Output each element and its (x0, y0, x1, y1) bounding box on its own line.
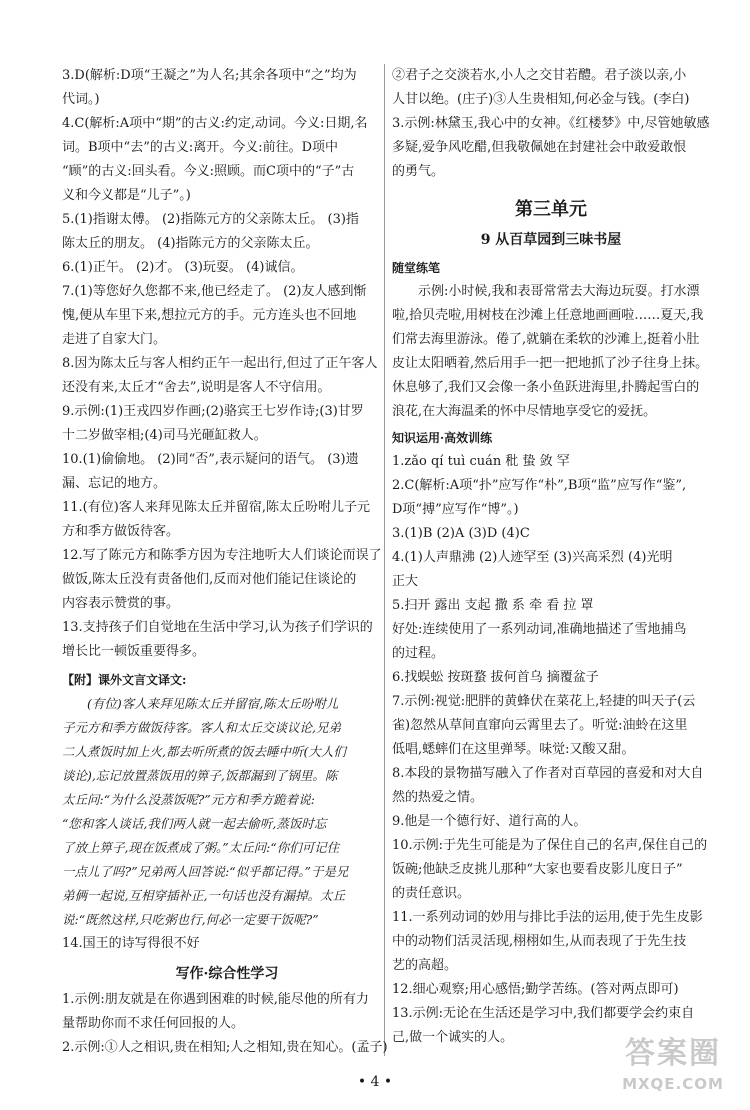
practice-line: 示例:小时候,我和表哥常常去大海边玩耍。打水漂 (418, 284, 700, 299)
answer-line: 11.(有位)客人来拜见陈太丘并留宿,陈太丘吩咐儿子元 (62, 500, 370, 515)
translation-block (62, 692, 392, 932)
translation-line: 了放上箅子,现在饭煮成了粥。”太丘问:“你们可记住 (62, 840, 340, 855)
practice-line: 休息够了,我们又会像一条小鱼跃进海里,扑腾起雪白的 (392, 380, 700, 395)
translation-line: 子元方和季方做饭待客。客人和太丘交谈议论,兄弟 (62, 720, 341, 735)
knowledge-line: 5.扫开 露出 支起 撒 系 牵 看 拉 罩 (392, 598, 594, 613)
answer-line: 愧,便从车里下来,想拉元方的手。元方连头也不回地 (62, 308, 357, 323)
knowledge-answer-list (392, 450, 710, 1050)
knowledge-line: 8.本段的景物描写融入了作者对百草园的喜爱和对大自 (392, 766, 704, 781)
right-top-answers (392, 64, 710, 184)
answer-line: 3.示例:林黛玉,我心中的女神。《红楼梦》中,尽管她敏感 (392, 116, 710, 131)
translation-line: “您和客人谈话,我们两人就一起去偷听,蒸饭时忘 (62, 816, 327, 831)
knowledge-line: 3.(1)B (2)A (3)D (4)C (392, 526, 530, 541)
answer-line: 词。B项中“去”的古义:离开。今义:前往。D项中 (62, 140, 339, 155)
knowledge-line: 饭碗;他缺乏皮挑儿那种“大家也要看皮影儿度日子” (392, 862, 683, 877)
translation-line: (有位)客人来拜见陈太丘并留宿,陈太丘吩咐儿 (87, 696, 339, 711)
answer-line: 义和今义都是“儿子”。) (62, 188, 191, 203)
knowledge-line: 雀)忽然从草间直窜向云霄里去了。听觉:油蛉在这里 (392, 718, 688, 733)
answer-line: 方和季方做饭待客。 (62, 524, 180, 539)
knowledge-line: 然的热爱之情。 (392, 790, 484, 805)
answer-line: 4.C(解析:A项中“期”的古义:约定,动词。今义:日期,名 (62, 116, 368, 131)
writing-line: 量帮助你而不求任何回报的人。 (62, 1016, 245, 1031)
left-answer-list (62, 64, 392, 664)
answer-line: 12.写了陈元方和陈季方因为专注地听大人们谈论而误了 (62, 548, 382, 563)
watermark-logo (614, 1034, 732, 1104)
knowledge-line: 正大 (392, 574, 419, 589)
knowledge-line: 10.示例:于先生可能是为了保住自己的名声,保住自己的 (392, 838, 708, 853)
translation-line: 弟俩一起说,互相穿插补正,一句话也没有漏掉。太丘 (62, 888, 345, 903)
knowledge-line: 己,做一个诚实的人。 (392, 1030, 514, 1045)
answer-line: 13.支持孩子们自觉地在生活中学习,认为孩子们学识的 (62, 620, 373, 635)
knowledge-line: 4.(1)人声鼎沸 (2)人迹罕至 (3)兴高采烈 (4)光明 (392, 550, 673, 565)
writing-line: 1.示例:朋友就是在你遇到困难的时候,能尽他的所有力 (62, 992, 369, 1007)
writing-answer-list (62, 988, 392, 1060)
answer-line: 9.示例:(1)王戎四岁作画;(2)骆宾王七岁作诗;(3)甘罗 (62, 404, 364, 419)
translation-line: 一点儿了吗?”兄弟两人回答说:“似乎都记得。”于是兄 (62, 864, 349, 879)
answer-line: 7.(1)等您好久您都不来,他已经走了。 (2)友人感到惭 (62, 284, 367, 299)
watermark-text-bottom: MXQE.COM (622, 1075, 724, 1093)
answer-line: 5.(1)指谢太傅。 (2)指陈元方的父亲陈太丘。 (3)指 (62, 212, 359, 227)
knowledge-line: 13.示例:无论在生活还是学习中,我们都要学会约束自 (392, 1006, 695, 1021)
translation-line: 说:“既然这样,只吃粥也行,何必一定要干饭呢?” (62, 912, 319, 927)
practice-line: 浪花,在大海温柔的怀中尽情地享受它的爱抚。 (392, 404, 657, 419)
practice-line: 皮让太阳晒着,然后用手一把一把地抓了沙子往身上抹。 (392, 356, 709, 371)
answer-line: 代词。) (62, 92, 100, 107)
knowledge-line: 的责任意识。 (392, 886, 471, 901)
answer-line: 增长比一顿饭重要得多。 (62, 644, 206, 659)
appendix-label: 【附】课外文言文译文: (62, 673, 187, 687)
lesson-title: 9 从百草园到三味书屋 (480, 232, 622, 248)
answer-line: 8.因为陈太丘与客人相约正午一起出行,但过了正午客人 (62, 356, 378, 371)
unit-title: 第三单元 (515, 199, 587, 220)
writing-section-title: 写作·综合性学习 (175, 966, 279, 982)
practice-line: 啦,拾贝壳啦,用树枝在沙滩上任意地画画啦……夏天,我 (392, 308, 704, 323)
practice-label: 随堂练笔 (392, 261, 441, 275)
left-column (62, 64, 392, 1060)
knowledge-line: 12.细心观察;用心感悟;勤学苦练。(答对两点即可) (392, 982, 679, 997)
answer-line: 走进了自家大门。 (62, 332, 167, 347)
knowledge-line: 好处:连续使用了一系列动词,准确地描述了雪地捕鸟 (392, 622, 687, 637)
item-14: 14.国王的诗写得很不好 (62, 936, 200, 951)
knowledge-line: 9.他是一个德行好、道行高的人。 (392, 814, 587, 829)
translation-line: 太丘问:“为什么没蒸饭呢?”元方和季方跪着说: (62, 792, 315, 807)
answer-line: 十二岁做宰相;(4)司马光砸缸救人。 (62, 428, 267, 443)
answer-line: 10.(1)偷偷地。 (2)同“否”,表示疑问的语气。 (3)遗 (62, 452, 359, 467)
knowledge-line: 低唱,蟋蟀们在这里弹琴。味觉:又酸又甜。 (392, 742, 635, 757)
answer-line: 多疑,爱争风吃醋,但我敬佩她在封建社会中敢爱敢恨 (392, 140, 687, 155)
knowledge-line: 6.找蜈蚣 按斑蝥 拔何首乌 摘覆盆子 (392, 670, 599, 685)
practice-line: 们常去海里游泳。倦了,就躺在柔软的沙滩上,挺着小肚 (392, 332, 700, 347)
answer-line: 做饭,陈太丘没有责备他们,反而对他们能记住谈论的 (62, 572, 357, 587)
translation-line: 谈论),忘记放置蒸饭用的箅子,饭都漏到了锅里。陈 (62, 768, 338, 783)
watermark-text-top: 答案圈 (625, 1036, 721, 1071)
answer-line: “顾”的古义:回头看。今义:照顾。而C项中的“子”古 (62, 164, 355, 179)
knowledge-line: 1.zǎo qí tuì cuán 秕 蛰 敛 罕 (392, 454, 570, 469)
page-number: • 4 • (357, 1074, 393, 1090)
writing-line: 2.示例:①人之相识,贵在相知;人之相知,贵在知心。(孟子) (62, 1040, 388, 1055)
answer-line: 内容表示赞赏的事。 (62, 596, 180, 611)
translation-line: 二人煮饭时加上火,都去听所煮的饭去睡中听(大人们 (62, 744, 346, 759)
knowledge-label: 知识运用·高效训练 (392, 431, 493, 445)
answer-line: 的勇气。 (392, 164, 445, 179)
knowledge-line: 7.示例:视觉:肥胖的黄蜂伏在菜花上,轻捷的叫天子(云 (392, 694, 696, 709)
answer-line: 漏、忘记的地方。 (62, 476, 167, 491)
answer-line: ②君子之交淡若水,小人之交甘若醴。君子淡以亲,小 (392, 68, 687, 83)
answer-line: 3.D(解析:D项“王凝之”为人名;其余各项中“之”均为 (62, 68, 357, 83)
answer-line: 还没有来,太丘才“舍去”,说明是客人不守信用。 (62, 380, 331, 395)
knowledge-line: 中的动物们活灵活现,栩栩如生,从而表现了于先生技 (392, 934, 687, 949)
answer-line: 人甘以绝。(庄子)③人生贵相知,何必金与钱。(李白) (392, 92, 690, 107)
right-column (392, 64, 710, 1050)
answer-line: 6.(1)正午。 (2)才。 (3)玩耍。 (4)诚信。 (62, 260, 304, 275)
knowledge-line: 艺的高超。 (392, 958, 458, 973)
knowledge-line: 2.C(解析:A项“扑”应写作“朴”,B项“监”应写作“鉴”, (392, 478, 687, 493)
knowledge-line: 的过程。 (392, 646, 445, 661)
knowledge-line: D项“搏”应写作“博”。) (392, 502, 519, 517)
knowledge-line: 11.一系列动词的妙用与排比手法的运用,使于先生皮影 (392, 910, 703, 925)
practice-block (392, 280, 710, 424)
answer-line: 陈太丘的朋友。 (4)指陈元方的父亲陈太丘。 (62, 236, 319, 251)
